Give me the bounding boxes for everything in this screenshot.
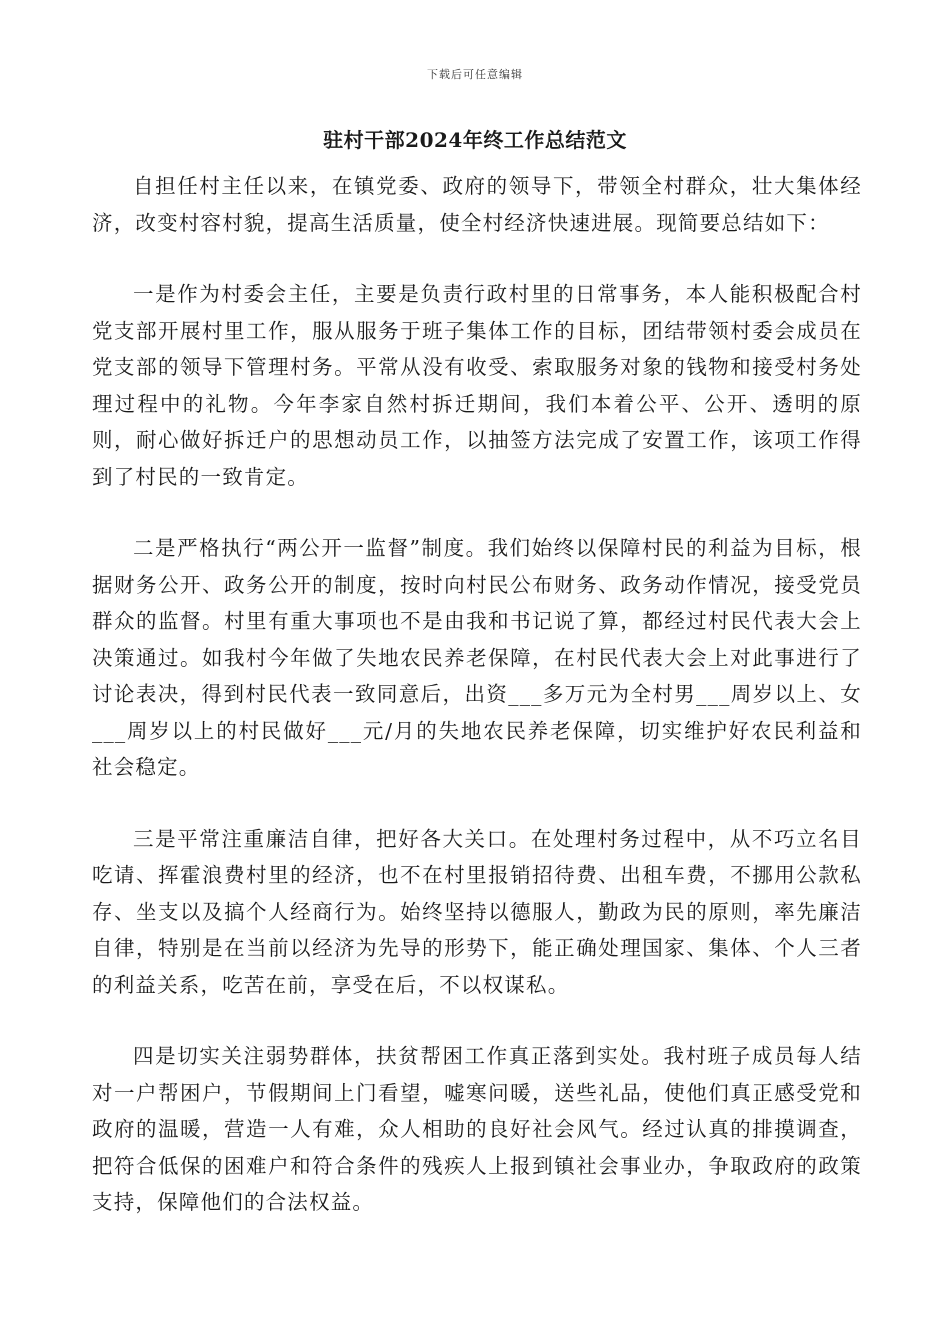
- header-note: 下载后可任意编辑: [427, 68, 523, 81]
- paragraph-three: 三是平常注重廉洁自律，把好各大关口。在处理村务过程中，从不巧立名目吃请、挥霍浪费村里的经济，也不在村里报销招待费、出租车费，不挪用公款私存、坐支以及搞个人经商行为。始终坚持以德服人，勤政为民的原则，率先廉洁自律，特别是在当前以经济为先导的形势下，能正确处理国家、集体、个人三者的利益关系，吃苦在前，享受在后，不以权谋私。: [92, 826, 862, 997]
- paragraph-four: 四是切实关注弱势群体，扶贫帮困工作真正落到实处。我村班子成员每人结对一户帮困户，节假期间上门看望，嘘寒问暖，送些礼品，使他们真正感受党和政府的温暖，营造一人有难，众人相助的良好社会风气。经过认真的排摸调查，把符合低保的困难户和符合条件的残疾人上报到镇社会事业办，争取政府的政策支持，保障他们的合法权益。: [92, 1044, 862, 1214]
- document-title: 驻村干部2024年终工作总结范文: [323, 128, 627, 152]
- paragraph-intro: 自担任村主任以来，在镇党委、政府的领导下，带领全村群众，壮大集体经济，改变村容村貌，提高生活质量，使全村经济快速进展。现简要总结如下：: [92, 174, 862, 235]
- paragraph-two: 二是严格执行“两公开一监督”制度。我们始终以保障村民的利益为目标，根据财务公开、政务公开的制度，按时向村民公布财务、政务动作情况，接受党员群众的监督。村里有重大事项也不是由我和书记说了算，都经过村民代表大会上决策通过。如我村今年做了失地农民养老保障，在村民代表大会上对此事进行了讨论表决，得到村民代表一致同意后，出资___多万元为全村男___周岁以上、女___周岁以上的村民做好___元/月的失地农民养老保障，切实维护好农民利益和社会稳定。: [92, 536, 862, 779]
- paragraph-one: 一是作为村委会主任，主要是负责行政村里的日常事务，本人能积极配合村党支部开展村里工作，服从服务于班子集体工作的目标，团结带领村委会成员在党支部的领导下管理村务。平常从没有收受、索取服务对象的钱物和接受村务处理过程中的礼物。今年李家自然村拆迁期间，我们本着公平、公开、透明的原则，耐心做好拆迁户的思想动员工作，以抽签方法完成了安置工作，该项工作得到了村民的一致肯定。: [92, 282, 862, 489]
- document-body: [92, 168, 862, 1221]
